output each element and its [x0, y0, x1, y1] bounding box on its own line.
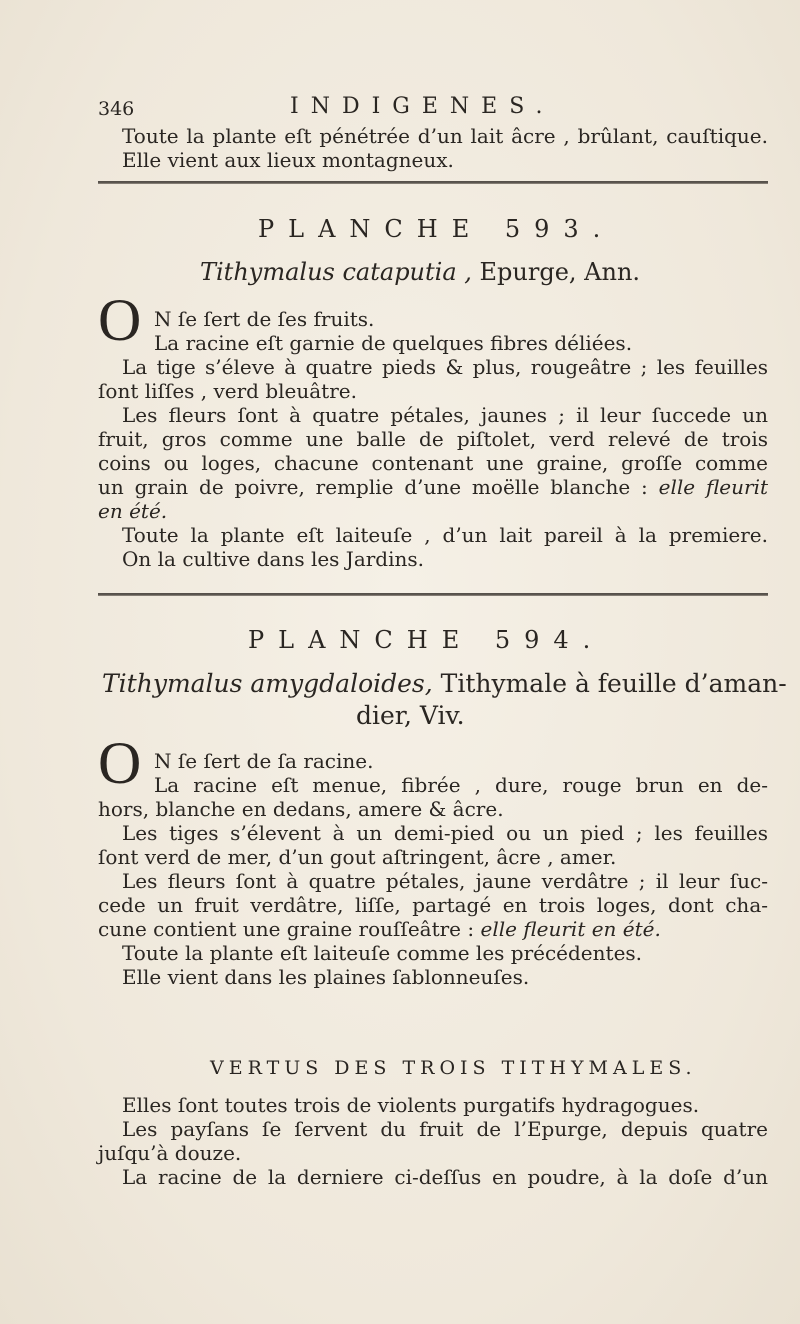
vertus-line-2: Les payſans ſe ſervent du fruit de l’Epurge, depuis quatre: [122, 1117, 768, 1141]
p594-line-8-italic: elle fleurit en été.: [480, 917, 661, 941]
p594-line-2: La racine eſt menue, fibrée , dure, rouge brun en de-: [154, 773, 768, 797]
common-name: Epurge, Ann.: [471, 258, 641, 286]
latin-name: Tithymalus cataputia ,: [200, 258, 472, 286]
p593-line-3: La tige s’éleve à quatre pieds & plus, rougeâtre ; les feuilles: [122, 355, 768, 379]
p594-line-4: Les tiges s’élevent à un demi-pied ou un pied ; les feuilles: [122, 821, 768, 845]
p594-line-1: N ſe ſert de ſa racine.: [154, 749, 374, 773]
p594-line-8: [98, 917, 768, 941]
running-title: INDIGENES.: [290, 94, 555, 119]
p593-line-5: Les fleurs ſont à quatre pétales, jaunes ; il leur ſuccede un: [122, 403, 768, 427]
vertus-line-3: juſqu’à douze.: [98, 1141, 242, 1165]
p594-line-9: Toute la plante eſt laiteuſe comme les précédentes.: [122, 941, 643, 965]
p594-line-7: cede un fruit verdâtre, liſſe, partagé en trois loges, dont cha-: [98, 893, 768, 917]
section-divider: [98, 181, 768, 184]
intro-line-2: Elle vient aux lieux montagneux.: [122, 148, 454, 172]
p593-line-2: La racine eſt garnie de quelques fibres déliées.: [154, 331, 633, 355]
p593-line-8: [98, 475, 768, 499]
p593-line-4: ſont liſſes , verd bleuâtre.: [98, 379, 357, 403]
p593-line-1: N ſe ſert de ſes fruits.: [154, 307, 375, 331]
p594-line-10: Elle vient dans les plaines ſablonneuſes.: [122, 965, 530, 989]
planche-594-subtitle-line-1: [102, 669, 787, 698]
vertus-heading: VERTUS DES TROIS TITHYMALES.: [210, 1057, 697, 1079]
p594-line-3: hors, blanche en dedans, amere & âcre.: [98, 797, 504, 821]
planche-594-heading: PLANCHE 594.: [248, 626, 605, 654]
intro-line-1: Toute la plante eſt pénétrée d’un lait âcre , brûlant, cauſtique.: [122, 124, 768, 148]
planche-594-subtitle-line-2: dier, Viv.: [356, 701, 465, 730]
p593-line-8-italic: elle fleurit: [658, 475, 769, 499]
planche-593-subtitle: [200, 258, 640, 286]
p593-line-10: Toute la plante eſt laiteuſe , d’un lait pareil à la premiere.: [122, 523, 768, 547]
p593-line-8-text: un grain de poivre, remplie d’une moëlle blanche :: [98, 475, 659, 499]
latin-name: Tithymalus amygdaloides,: [102, 669, 433, 698]
drop-cap: O: [98, 730, 142, 796]
page-number: 346: [98, 98, 135, 120]
drop-cap: O: [98, 287, 142, 353]
p594-line-8-text: cune contient une graine rouſſeâtre :: [98, 917, 481, 941]
section-divider: [98, 593, 768, 596]
p593-line-7: coins ou loges, chacune contenant une graine, groſſe comme: [98, 451, 768, 475]
vertus-line-4: La racine de la derniere ci-deſſus en poudre, à la doſe d’un: [122, 1165, 768, 1189]
p593-line-11: On la cultive dans les Jardins.: [122, 547, 425, 571]
vertus-line-1: Elles ſont toutes trois de violents purgatifs hydragogues.: [122, 1093, 700, 1117]
common-name: Tithymale à feuille d’aman-: [432, 669, 787, 698]
p594-line-6: Les fleurs ſont à quatre pétales, jaune verdâtre ; il leur ſuc-: [122, 869, 768, 893]
planche-593-heading: PLANCHE 593.: [258, 215, 615, 243]
p593-line-9: en été.: [98, 499, 168, 523]
p594-line-5: ſont verd de mer, d’un gout aſtringent, âcre , amer.: [98, 845, 617, 869]
p593-line-6: fruit, gros comme une balle de piſtolet, verd relevé de trois: [98, 427, 768, 451]
